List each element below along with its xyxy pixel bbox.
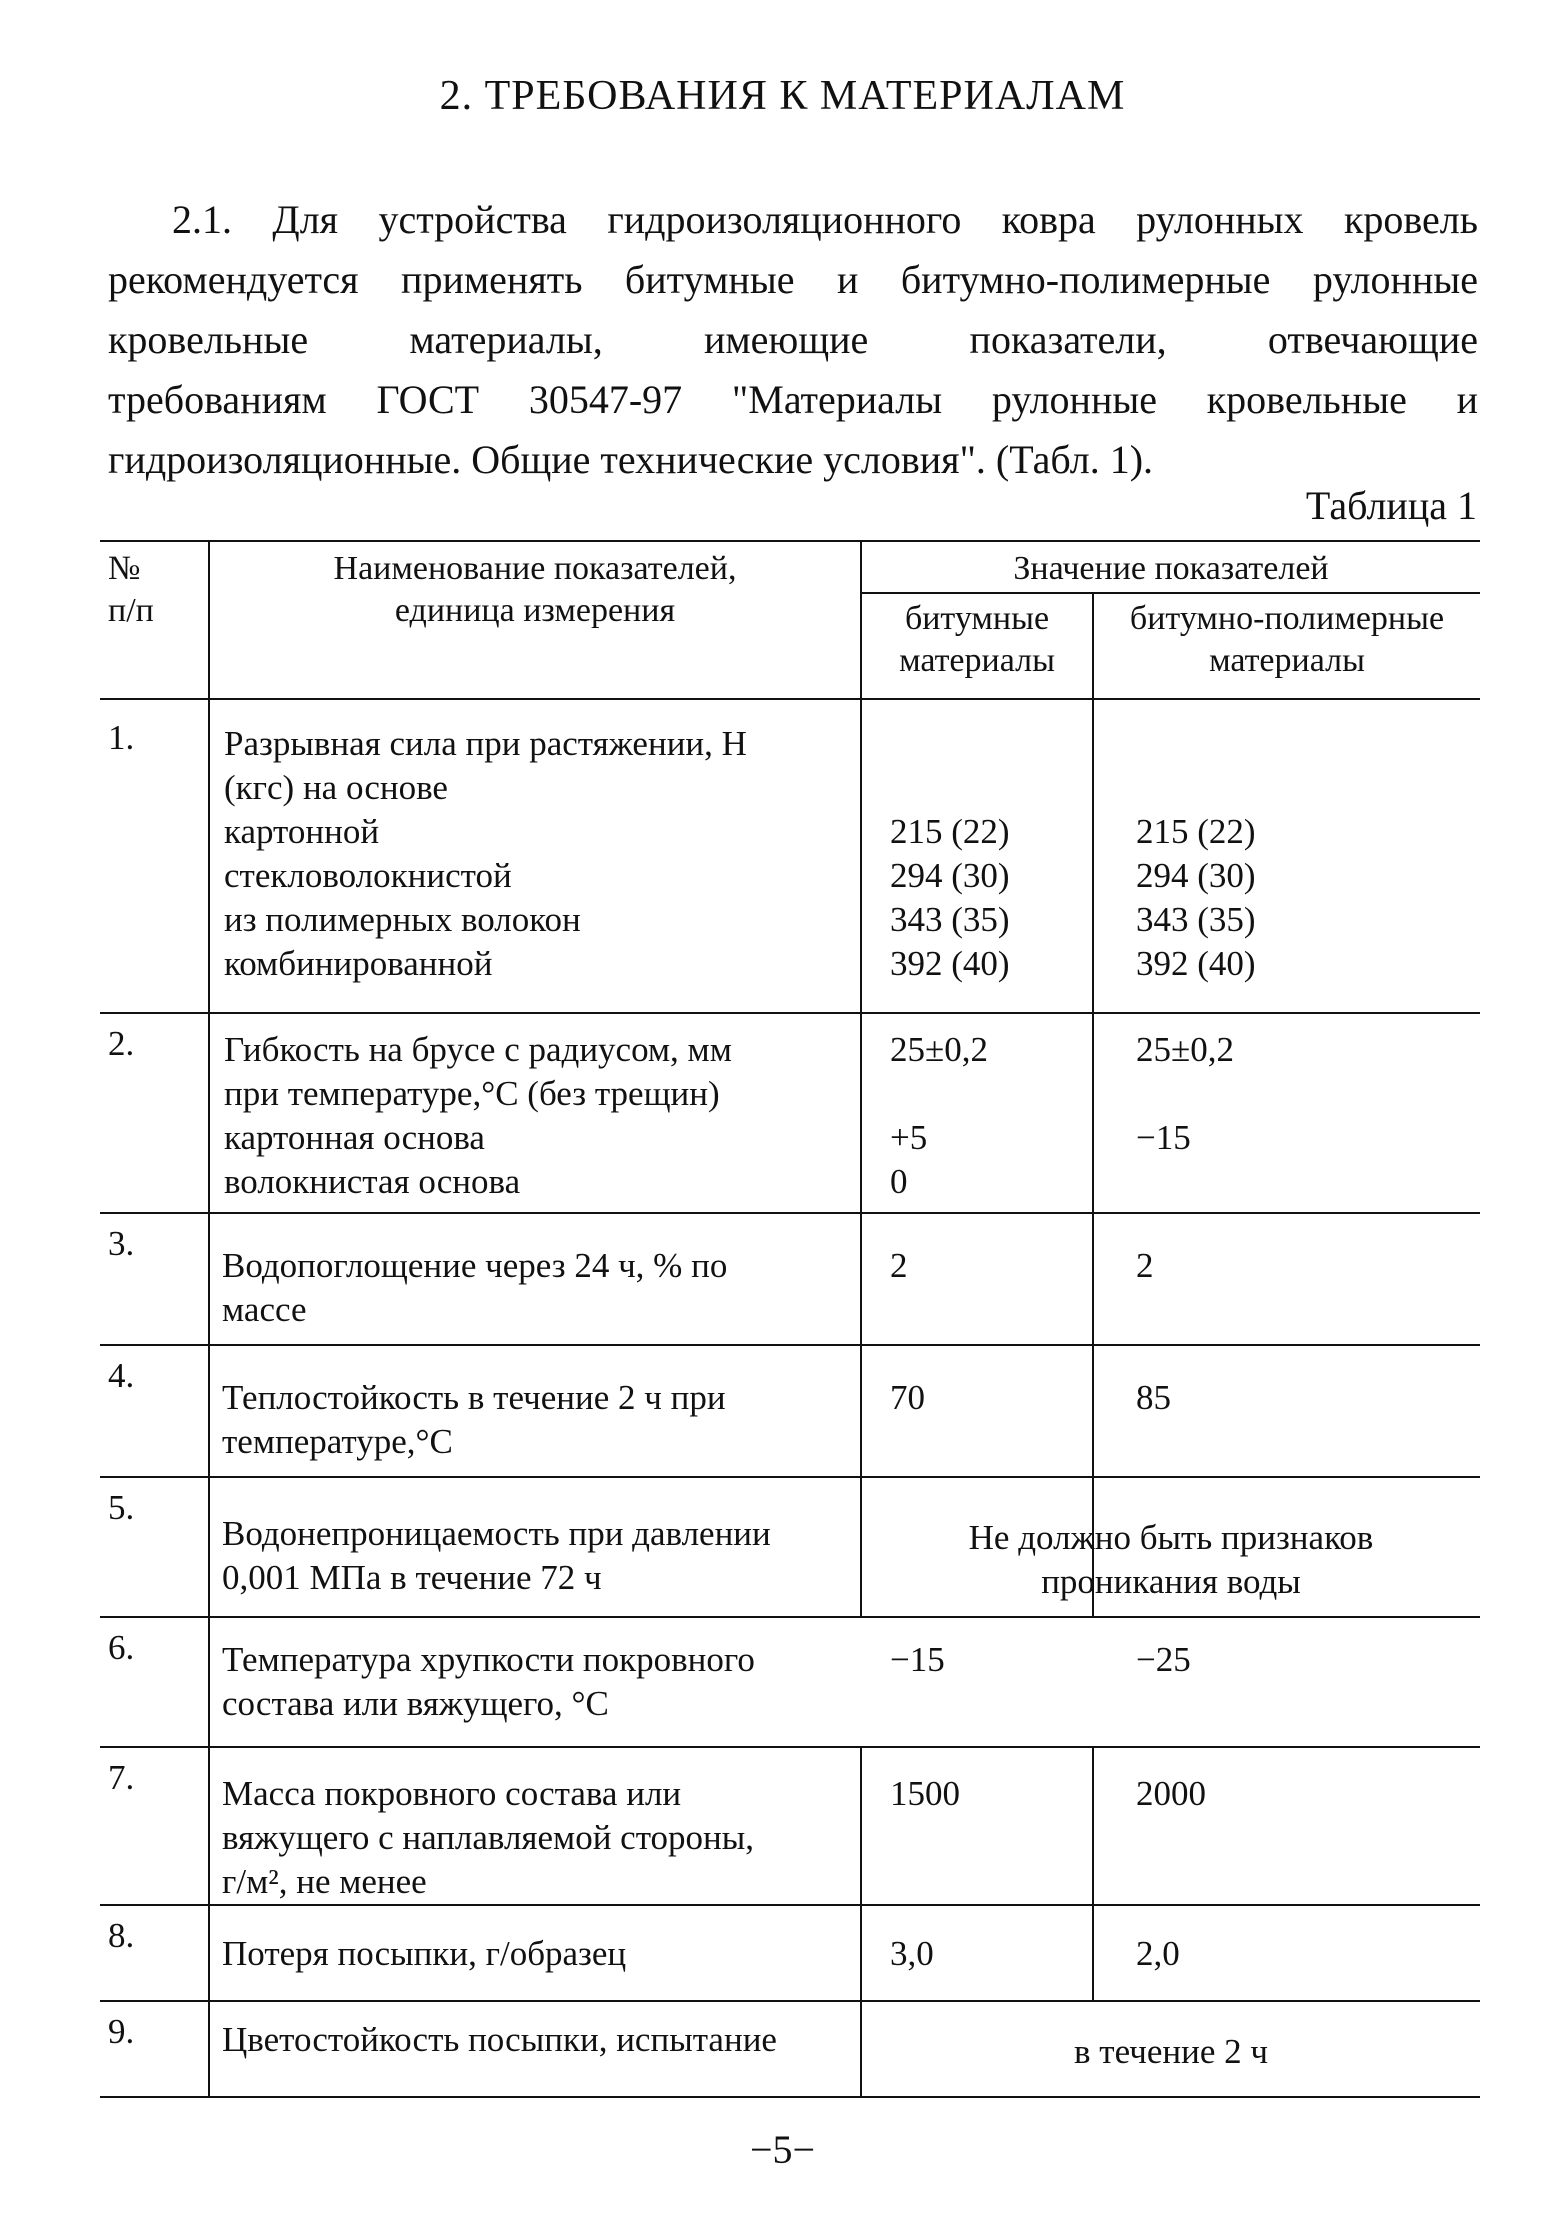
table-rule: [100, 1904, 1480, 1906]
header-num: № п/п: [108, 550, 154, 629]
header-name: Наименование показателей, единица измерения: [333, 550, 737, 629]
table-rule: [100, 1476, 1480, 1478]
row-number: 8.: [108, 1916, 135, 1955]
row-value-poly: 25±0,2 −15: [1136, 1030, 1234, 1157]
row-number: 7.: [108, 1758, 135, 1797]
row-merged-value: в течение 2 ч: [1074, 2032, 1268, 2071]
row-name: Температура хрупкости покровного состава или вяжущего, °С: [222, 1640, 755, 1723]
table-rule: [100, 1344, 1480, 1346]
table-rule: [100, 1012, 1480, 1014]
row-name: Масса покровного состава или вяжущего с наплавляемой стороны, г/м², не менее: [222, 1774, 755, 1901]
page-number: −5−: [749, 2127, 816, 2172]
row-number: 5.: [108, 1488, 135, 1527]
header-values-group: Значение показателей: [1013, 550, 1329, 587]
header-poly: битумно-полимерные материалы: [1129, 600, 1445, 679]
paragraph-line: гидроизоляционные. Общие технические условия". (Табл. 1).: [108, 437, 1154, 482]
row-merged-value: Не должно быть признаков проникания воды: [968, 1518, 1374, 1601]
table-rule: [100, 2096, 1480, 2098]
row-name: Водопоглощение через 24 ч, % по массе: [222, 1246, 728, 1329]
table-rule: [100, 1746, 1480, 1748]
row-value-poly: 215 (22) 294 (30) 343 (35) 392 (40): [1136, 812, 1256, 983]
table-rule: [100, 698, 1480, 700]
row-value-bitum: 3,0: [890, 1934, 934, 1973]
row-name: Теплостойкость в течение 2 ч при температуре,°С: [222, 1378, 726, 1461]
row-value-poly: −25: [1136, 1640, 1191, 1679]
row-number: 4.: [108, 1356, 135, 1395]
table-rule: [208, 540, 210, 2096]
row-name: Цветостойкость посыпки, испытание: [222, 2020, 777, 2059]
paragraph-line: рекомендуется применять битумные и битумно-полимерные рулонные: [108, 257, 1478, 302]
row-value-poly: 2,0: [1136, 1934, 1180, 1973]
table-rule: [100, 2000, 1480, 2002]
table-rule: [860, 540, 862, 1616]
paragraph-line: 2.1. Для устройства гидроизоляционного ковра рулонных кровель: [172, 197, 1478, 242]
table-rule: [1092, 592, 1094, 1616]
row-value-poly: 85: [1136, 1378, 1171, 1417]
requirements-table: [100, 540, 1480, 2100]
row-number: 2.: [108, 1024, 135, 1063]
row-number: 6.: [108, 1628, 135, 1667]
row-value-poly: 2: [1136, 1246, 1154, 1285]
row-value-poly: 2000: [1136, 1774, 1206, 1813]
row-value-bitum: 215 (22) 294 (30) 343 (35) 392 (40): [890, 812, 1010, 983]
row-value-bitum: 70: [890, 1378, 925, 1417]
row-number: 3.: [108, 1224, 135, 1263]
intro-paragraph: [108, 190, 1478, 490]
table-rule: [100, 1616, 1480, 1618]
row-name: Гибкость на брусе с радиусом, мм при температуре,°С (без трещин) картонная основа волокнистая основа: [224, 1030, 732, 1201]
row-value-bitum: 2: [890, 1246, 908, 1285]
row-number: 1.: [108, 718, 135, 757]
row-name: Водонепроницаемость при давлении 0,001 МПа в течение 72 ч: [222, 1514, 771, 1597]
row-value-bitum: 25±0,2 +5 0: [890, 1030, 988, 1201]
row-name: Разрывная сила при растяжении, Н (кгс) на основе картонной стекловолокнистой из полимерных волокон комбинированной: [224, 724, 747, 983]
table-rule: [100, 1212, 1480, 1214]
row-value-bitum: −15: [890, 1640, 945, 1679]
row-value-bitum: 1500: [890, 1774, 960, 1813]
header-bitum: битумные материалы: [899, 600, 1055, 679]
row-number: 9.: [108, 2012, 135, 2051]
table-rule: [860, 592, 1480, 594]
paragraph-line: кровельные материалы, имеющие показатели, отвечающие: [108, 317, 1478, 362]
page-title: 2. ТРЕБОВАНИЯ К МАТЕРИАЛАМ: [439, 73, 1126, 119]
paragraph-line: требованиям ГОСТ 30547-97 "Материалы рулонные кровельные и: [108, 377, 1478, 422]
table-rule: [1092, 1746, 1094, 2000]
table-rule: [100, 540, 1480, 542]
row-name: Потеря посыпки, г/образец: [222, 1934, 627, 1973]
table-caption: Таблица 1: [1305, 483, 1477, 528]
